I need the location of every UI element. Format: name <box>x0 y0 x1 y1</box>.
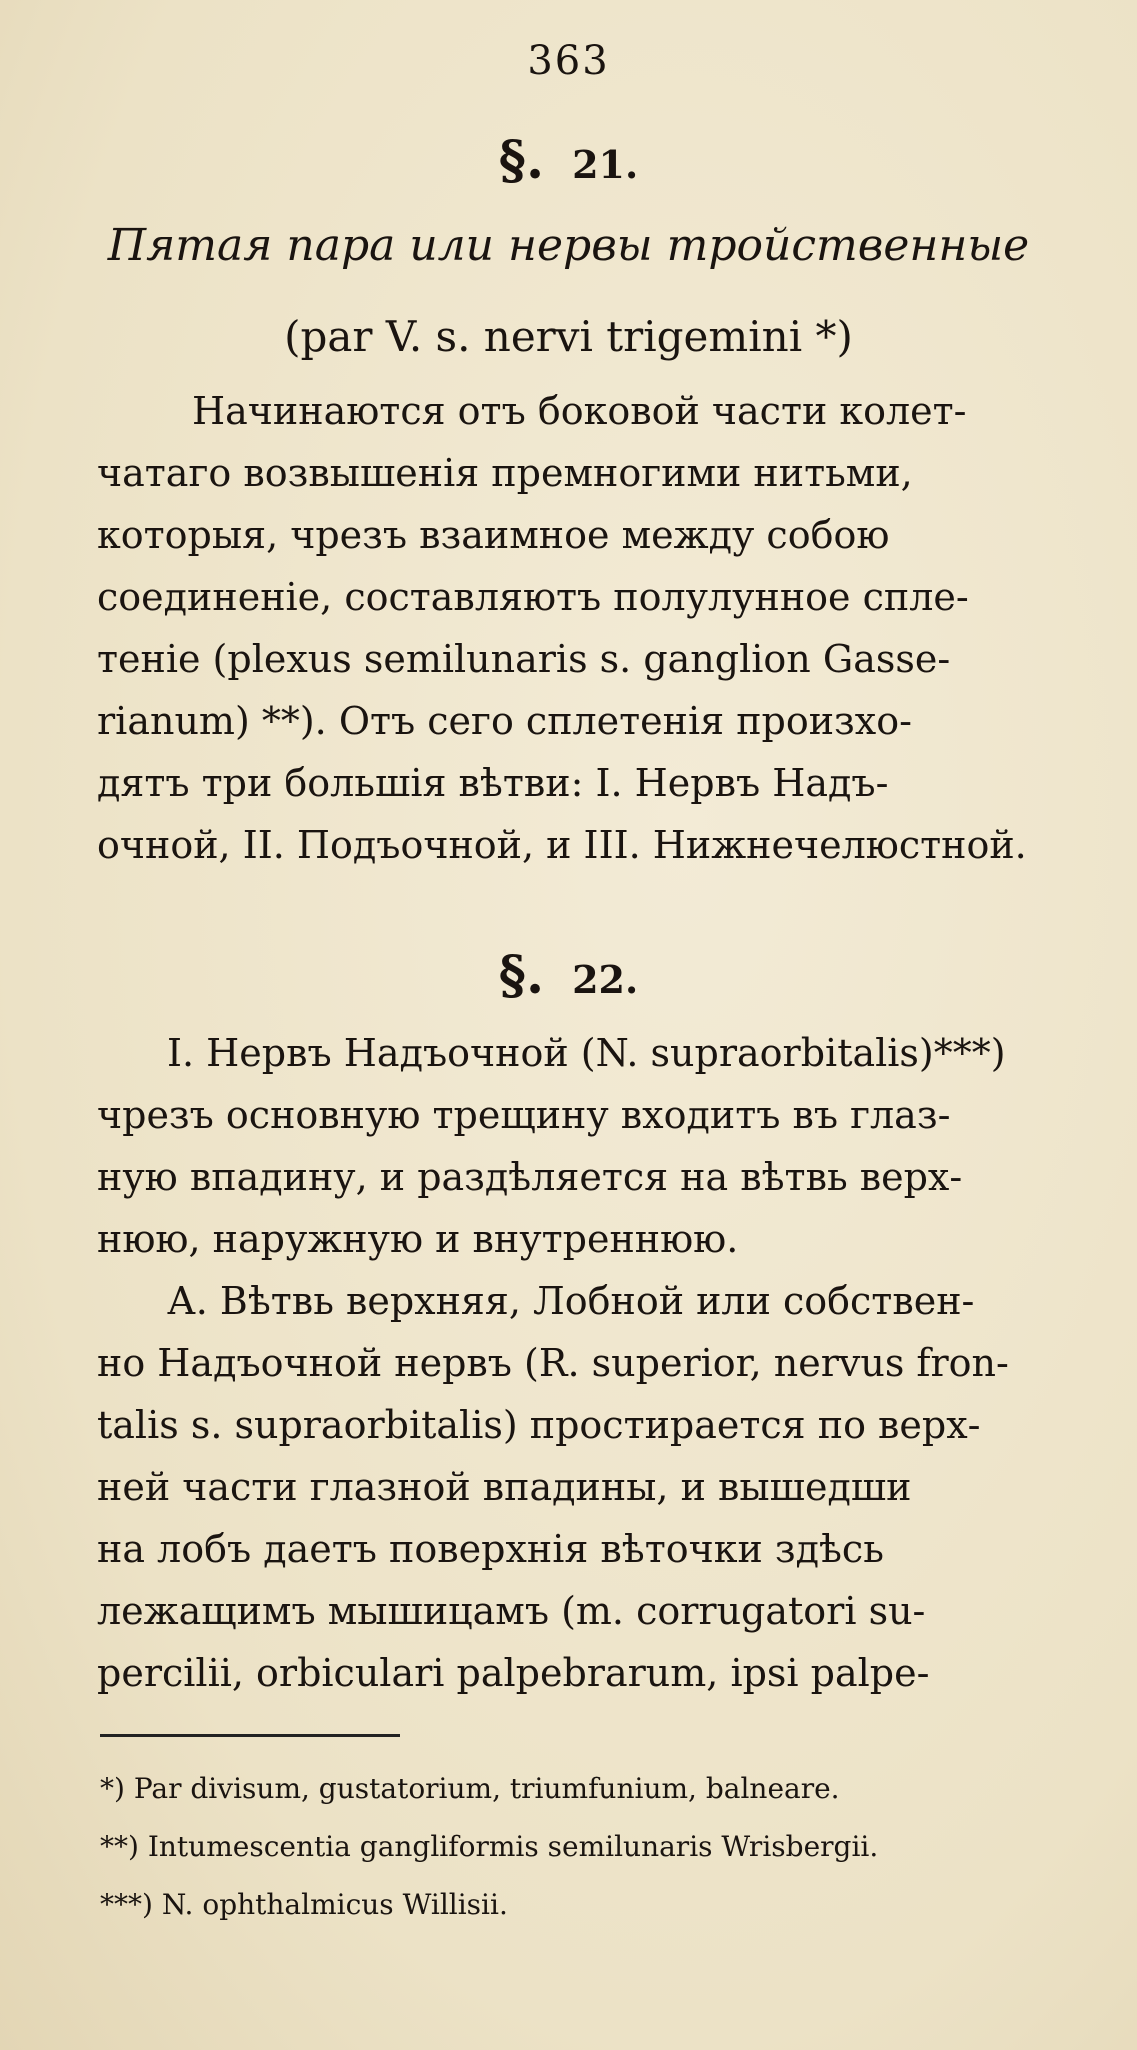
section-21-latin-title: (par V. s. nervi trigemini *) <box>284 312 853 361</box>
section-number: 22. <box>572 957 639 1002</box>
text-line: А. Вѣтвь верхняя, Лобной или собствен- <box>167 1279 975 1323</box>
text-line: чатаго возвышенія премногими нитьми, <box>97 451 913 495</box>
text-line: ную впадину, и раздѣляется на вѣтвь верх- <box>97 1155 963 1199</box>
text-line: Начинаются отъ боковой части колет- <box>192 389 967 433</box>
text-line: очной, II. Подъочной, и III. Нижнечелюстной. <box>97 823 1027 867</box>
section-22-body <box>97 1022 1117 1704</box>
section-21-title: Пятая пара или нервы тройственные <box>107 220 1030 271</box>
section-mark: §. <box>498 945 545 1006</box>
text-line: I. Нервъ Надъочной (N. supraorbitalis)***) <box>167 1031 1006 1075</box>
text-line: чрезъ основную трещину входитъ въ глаз- <box>97 1093 951 1137</box>
text-line: лежащимъ мышицамъ (m. corrugatori su- <box>97 1589 926 1633</box>
text-line: rianum) **). Отъ сего сплетенія произхо- <box>97 699 912 743</box>
section-21-body <box>97 380 1117 876</box>
section-22-heading <box>0 945 1137 1006</box>
footnotes <box>100 1760 1100 1934</box>
text-line: percilii, orbiculari palpebrarum, ipsi palpe- <box>97 1651 930 1695</box>
footnote: ***) N. ophthalmicus Willisii. <box>100 1888 508 1921</box>
text-line: которыя, чрезъ взаимное между собою <box>97 513 890 557</box>
text-line: на лобъ даетъ поверхнія вѣточки здѣсь <box>97 1527 884 1571</box>
section-mark: §. <box>498 130 545 191</box>
text-line: нюю, наружную и внутреннюю. <box>97 1217 739 1261</box>
text-line: соединеніе, составляютъ полулунное спле- <box>97 575 969 619</box>
text-line: дятъ три большія вѣтви: I. Нервъ Надъ- <box>97 761 889 805</box>
text-line: но Надъочной нервъ (R. superior, nervus fron- <box>97 1341 1009 1385</box>
footnote-divider <box>100 1734 400 1737</box>
text-line: talis s. supraorbitalis) простирается по верх- <box>97 1403 981 1447</box>
text-line: ней части глазной впадины, и вышедши <box>97 1465 912 1509</box>
text-line: теніе (plexus semilunaris s. ganglion Gasse- <box>97 637 951 681</box>
footnote: **) Intumescentia gangliformis semilunaris Wrisbergii. <box>100 1830 879 1863</box>
section-number: 21. <box>572 142 639 187</box>
page-number: 363 <box>527 38 610 84</box>
footnote: *) Par divisum, gustatorium, triumfunium, balneare. <box>100 1772 840 1805</box>
section-21-heading <box>0 130 1137 191</box>
